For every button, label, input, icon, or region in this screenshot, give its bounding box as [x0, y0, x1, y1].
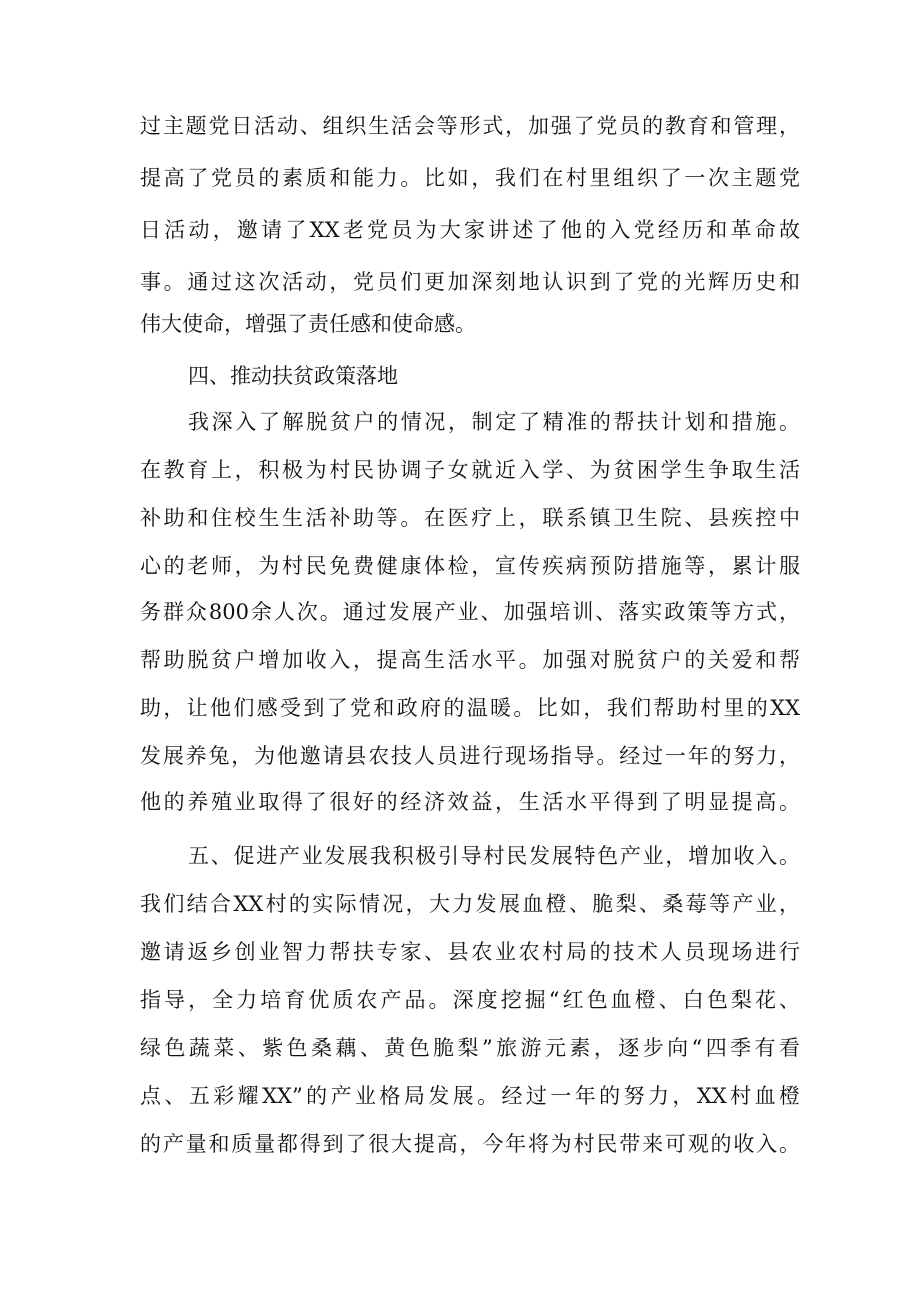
text-line: 日活动，邀请了XX老党员为大家讲述了他的入党经历和革命故	[140, 218, 800, 242]
text-line: 指导，全力培育优质农产品。深度挖掘“红色血橙、白色梨花、	[140, 988, 800, 1012]
text-line: 补助和住校生生活补助等。在医疗上，联系镇卫生院、县疾控中	[140, 506, 800, 530]
text-line: 邀请返乡创业智力帮扶专家、县农业农村局的技术人员现场进行	[140, 940, 800, 964]
text-line: 心的老师，为村民免费健康体检，宣传疾病预防措施等，累计服	[140, 554, 800, 578]
text-line: 过主题党日活动、组织生活会等形式，加强了党员的教育和管理，	[140, 114, 800, 138]
text-line: 提高了党员的素质和能力。比如，我们在村里组织了一次主题党	[140, 166, 800, 190]
text-line: 帮助脱贫户增加收入，提高生活水平。加强对脱贫户的关爱和帮	[140, 648, 800, 672]
text-line: 发展养兔，为他邀请县农技人员进行现场指导。经过一年的努力，	[140, 744, 800, 768]
text-line: 务群众800余人次。通过发展产业、加强培训、落实政策等方式，	[140, 600, 800, 624]
text-line: 他的养殖业取得了很好的经济效益，生活水平得到了明显提高。	[140, 790, 800, 814]
text-line: 助，让他们感受到了党和政府的温暖。比如，我们帮助村里的XX	[140, 696, 800, 720]
text-line: 我们结合XX村的实际情况，大力发展血橙、脆梨、桑莓等产业，	[140, 892, 800, 916]
text-line: 事。通过这次活动，党员们更加深刻地认识到了党的光辉历史和	[140, 270, 800, 294]
text-line: 我深入了解脱贫户的情况，制定了精准的帮扶计划和措施。	[188, 410, 800, 434]
text-line: 绿色蔬菜、紫色桑藕、黄色脆梨”旅游元素，逐步向“四季有看	[140, 1036, 800, 1060]
text-line: 在教育上，积极为村民协调子女就近入学、为贫困学生争取生活	[140, 458, 800, 482]
section-heading: 四、推动扶贫政策落地	[188, 364, 398, 388]
text-line: 五、促进产业发展我积极引导村民发展特色产业，增加收入。	[188, 844, 800, 868]
text-line: 的产量和质量都得到了很大提高，今年将为村民带来可观的收入。	[140, 1132, 800, 1156]
text-line: 伟大使命，增强了责任感和使命感。	[140, 312, 476, 336]
text-line: 点、五彩耀XX”的产业格局发展。经过一年的努力，XX村血橙	[140, 1084, 800, 1108]
